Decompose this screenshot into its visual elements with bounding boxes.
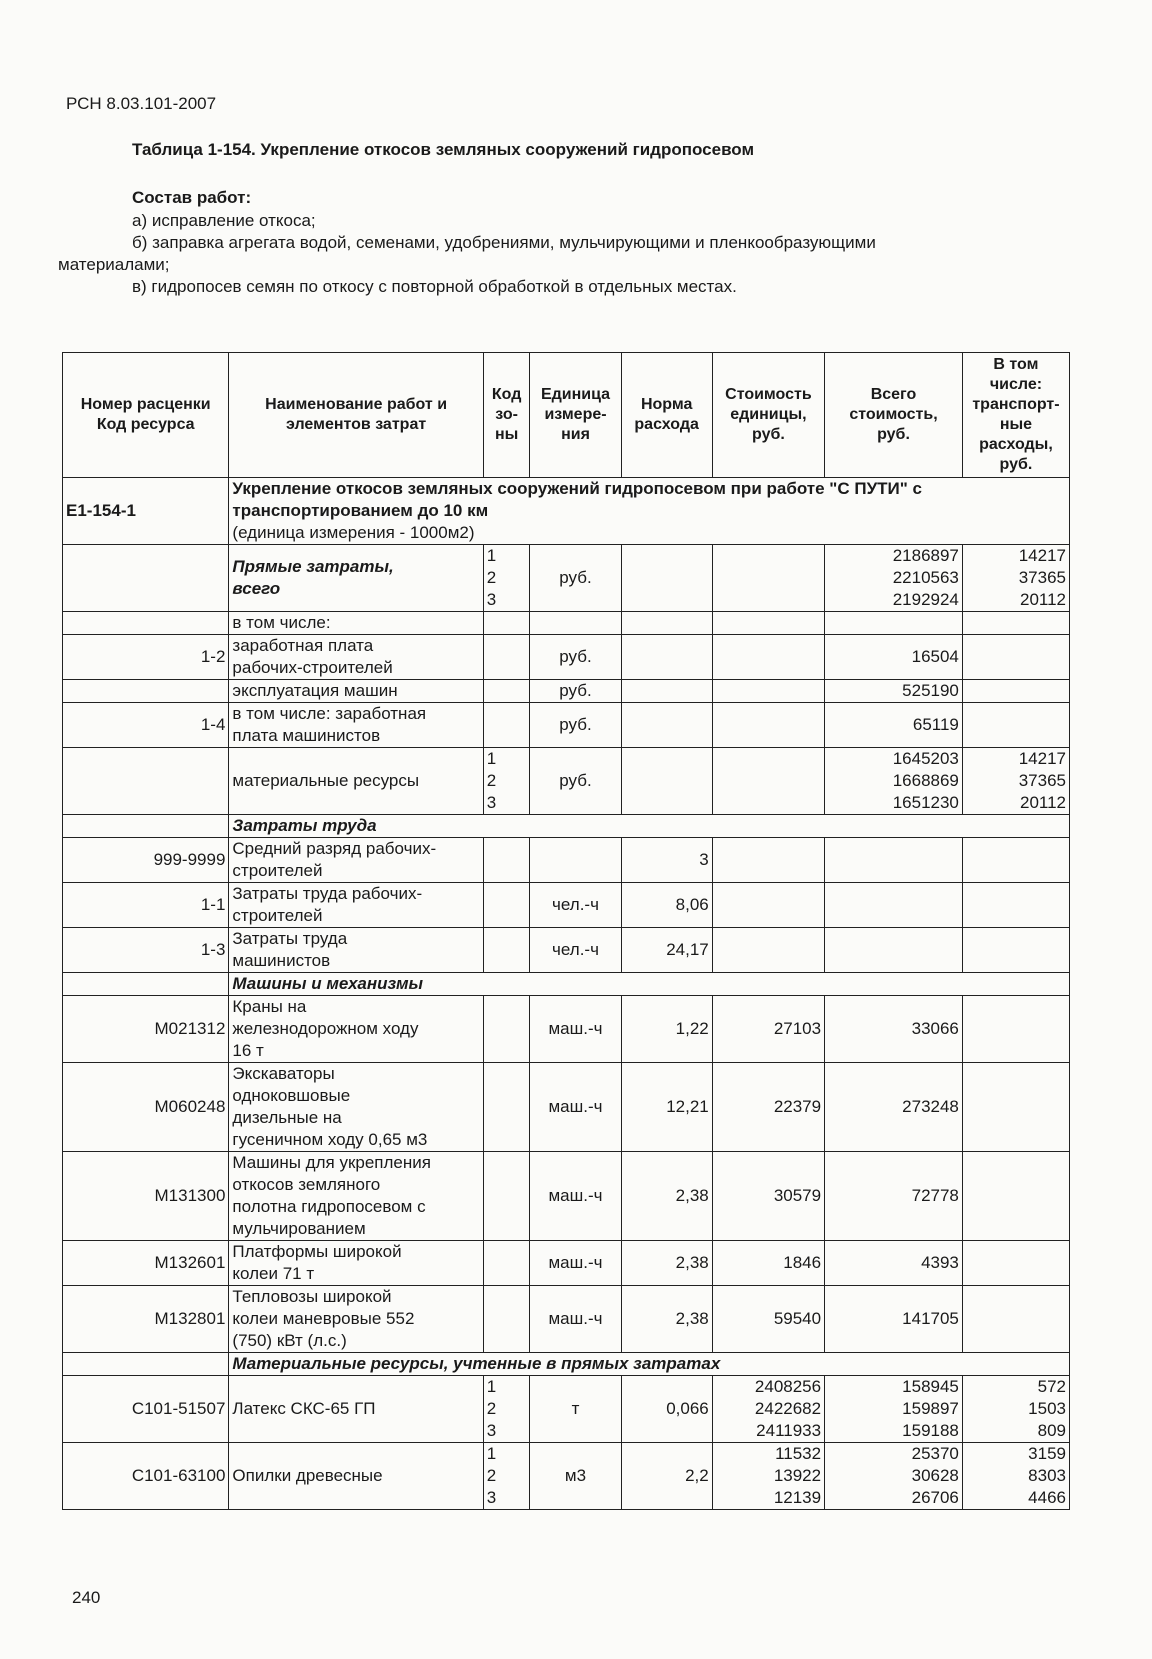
machine-row — [63, 1241, 1070, 1286]
machine-row — [63, 1152, 1070, 1241]
page-number: 240 — [72, 1588, 101, 1607]
machines-section-row — [63, 973, 1070, 996]
rates-table — [62, 352, 1070, 1510]
material-name: Опилки древесные — [229, 1443, 483, 1510]
material-totals: 25370 30628 26706 — [825, 1443, 963, 1510]
labor-workers-norm: 8,06 — [621, 883, 712, 928]
machine-operation-row — [63, 680, 1070, 703]
material-name: Латекс СКС-65 ГП — [229, 1376, 483, 1443]
material-unit: м3 — [530, 1443, 621, 1510]
header-unit-cost: Стоимость единицы, руб. — [712, 353, 824, 478]
material-norm: 2,2 — [621, 1443, 712, 1510]
machine-row — [63, 1063, 1070, 1152]
grade-norm: 3 — [621, 838, 712, 883]
machine-row — [63, 1286, 1070, 1353]
direct-unit: руб. — [530, 545, 621, 612]
materials-transport: 14217 37365 20112 — [962, 748, 1069, 815]
direct-costs-row — [63, 545, 1070, 612]
composition-item-a: а) исправление откоса; — [132, 211, 316, 230]
materials-total-row — [63, 748, 1070, 815]
grade-row — [63, 838, 1070, 883]
machine-total: 33066 — [825, 996, 963, 1063]
composition-heading: Состав работ: — [132, 188, 252, 207]
drivers-wages-code: 1-4 — [63, 703, 229, 748]
material-totals: 158945 159897 159188 — [825, 1376, 963, 1443]
header-code: Номер расценки Код ресурса — [63, 353, 229, 478]
header-zone: Код зо- ны — [483, 353, 530, 478]
materials-unit: руб. — [530, 748, 621, 815]
composition-item-c: в) гидропосев семян по откосу с повторной обработкой в отдельных местах. — [132, 277, 737, 296]
machine-unit: маш.-ч — [530, 1286, 621, 1353]
material-transport: 3159 8303 4466 — [962, 1443, 1069, 1510]
machine-unit: маш.-ч — [530, 996, 621, 1063]
materials-zones: 1 2 3 — [483, 748, 530, 815]
machine-unit: маш.-ч — [530, 1152, 621, 1241]
header-row — [63, 353, 1070, 478]
labor-workers-code: 1-1 — [63, 883, 229, 928]
machine-name: Экскаваторы одноковшовые дизельные на гусеничном ходу 0,65 м3 — [229, 1063, 483, 1152]
material-code: С101-63100 — [63, 1443, 229, 1510]
machine-name: Машины для укрепления откосов земляного полотна гидропосевом с мульчированием — [229, 1152, 483, 1241]
grade-code: 999-9999 — [63, 838, 229, 883]
machine-code: М131300 — [63, 1152, 229, 1241]
direct-totals: 2186897 2210563 2192924 — [825, 545, 963, 612]
labor-drivers-code: 1-3 — [63, 928, 229, 973]
machines-section-title: Машины и механизмы — [229, 973, 1070, 996]
material-row — [63, 1376, 1070, 1443]
including-row — [63, 612, 1070, 635]
material-transport: 572 1503 809 — [962, 1376, 1069, 1443]
machine-code: М132801 — [63, 1286, 229, 1353]
header-unit: Единица измере- ния — [530, 353, 621, 478]
wages-code: 1-2 — [63, 635, 229, 680]
labor-section-title: Затраты труда — [229, 815, 1070, 838]
rate-title: Укрепление откосов земляных сооружений гидропосевом при работе "С ПУТИ" с транспортированием до 10 км (единица измерения - 1000м2) — [229, 478, 1070, 545]
material-unit-costs: 11532 13922 12139 — [712, 1443, 824, 1510]
material-row — [63, 1443, 1070, 1510]
machine-name: Платформы широкой колеи 71 т — [229, 1241, 483, 1286]
material-zones: 1 2 3 — [483, 1376, 530, 1443]
machine-total: 4393 — [825, 1241, 963, 1286]
machine-unit-cost: 27103 — [712, 996, 824, 1063]
materials-section-row — [63, 1353, 1070, 1376]
material-code: С101-51507 — [63, 1376, 229, 1443]
material-unit-costs: 2408256 2422682 2411933 — [712, 1376, 824, 1443]
material-zones: 1 2 3 — [483, 1443, 530, 1510]
machine-norm: 2,38 — [621, 1241, 712, 1286]
drivers-wages-total: 65119 — [825, 703, 963, 748]
composition-item-b: б) заправка агрегата водой, семенами, удобрениями, мульчирующими и пленкообразующими — [132, 233, 876, 252]
machine-unit: маш.-ч — [530, 1063, 621, 1152]
labor-drivers-row — [63, 928, 1070, 973]
machine-unit: маш.-ч — [530, 1241, 621, 1286]
machine-code: М021312 — [63, 996, 229, 1063]
header-total: Всего стоимость, руб. — [825, 353, 963, 478]
machine-name: Тепловозы широкой колеи маневровые 552 (750) кВт (л.с.) — [229, 1286, 483, 1353]
machine-total: 273248 — [825, 1063, 963, 1152]
drivers-wages-row — [63, 703, 1070, 748]
direct-costs-label: Прямые затраты, всего — [229, 545, 483, 612]
labor-workers-row — [63, 883, 1070, 928]
machine-unit-cost: 22379 — [712, 1063, 824, 1152]
rate-code: Е1-154-1 — [63, 478, 229, 545]
document-number: РСН 8.03.101-2007 — [66, 94, 217, 113]
materials-section-title: Материальные ресурсы, учтенные в прямых затратах — [229, 1353, 1070, 1376]
machine-name: Краны на железнодорожном ходу 16 т — [229, 996, 483, 1063]
materials-total-label: материальные ресурсы — [229, 748, 483, 815]
machine-row — [63, 996, 1070, 1063]
material-unit: т — [530, 1376, 621, 1443]
machine-unit-cost: 59540 — [712, 1286, 824, 1353]
machine-code: М132601 — [63, 1241, 229, 1286]
labor-drivers-unit: чел.-ч — [530, 928, 621, 973]
labor-drivers-label: Затраты труда машинистов — [229, 928, 483, 973]
machine-operation-label: эксплуатация машин — [229, 680, 483, 703]
wages-label: заработная плата рабочих-строителей — [229, 635, 483, 680]
header-norm: Норма расхода — [621, 353, 712, 478]
direct-transport: 14217 37365 20112 — [962, 545, 1069, 612]
rate-row — [63, 478, 1070, 545]
machine-operation-unit: руб. — [530, 680, 621, 703]
labor-section-row — [63, 815, 1070, 838]
drivers-wages-label: в том числе: заработная плата машинистов — [229, 703, 483, 748]
table-title: Таблица 1-154. Укрепление откосов земляных сооружений гидропосевом — [132, 140, 755, 159]
machine-unit-cost: 30579 — [712, 1152, 824, 1241]
machine-total: 72778 — [825, 1152, 963, 1241]
machine-code: М060248 — [63, 1063, 229, 1152]
labor-drivers-norm: 24,17 — [621, 928, 712, 973]
composition-list — [58, 210, 1068, 298]
wages-row — [63, 635, 1070, 680]
drivers-wages-unit: руб. — [530, 703, 621, 748]
composition-item-b-cont: материалами; — [58, 255, 170, 274]
header-transport: В том числе: транспорт- ные расходы, руб. — [962, 353, 1069, 478]
wages-total: 16504 — [825, 635, 963, 680]
machine-norm: 2,38 — [621, 1152, 712, 1241]
header-name: Наименование работ и элементов затрат — [229, 353, 483, 478]
labor-workers-label: Затраты труда рабочих- строителей — [229, 883, 483, 928]
materials-totals: 1645203 1668869 1651230 — [825, 748, 963, 815]
direct-zones: 1 2 3 — [483, 545, 530, 612]
machine-norm: 2,38 — [621, 1286, 712, 1353]
machine-norm: 12,21 — [621, 1063, 712, 1152]
machine-total: 141705 — [825, 1286, 963, 1353]
labor-workers-unit: чел.-ч — [530, 883, 621, 928]
material-norm: 0,066 — [621, 1376, 712, 1443]
machine-unit-cost: 1846 — [712, 1241, 824, 1286]
machine-norm: 1,22 — [621, 996, 712, 1063]
wages-unit: руб. — [530, 635, 621, 680]
grade-label: Средний разряд рабочих- строителей — [229, 838, 483, 883]
machine-operation-total: 525190 — [825, 680, 963, 703]
including-label: в том числе: — [229, 612, 483, 635]
